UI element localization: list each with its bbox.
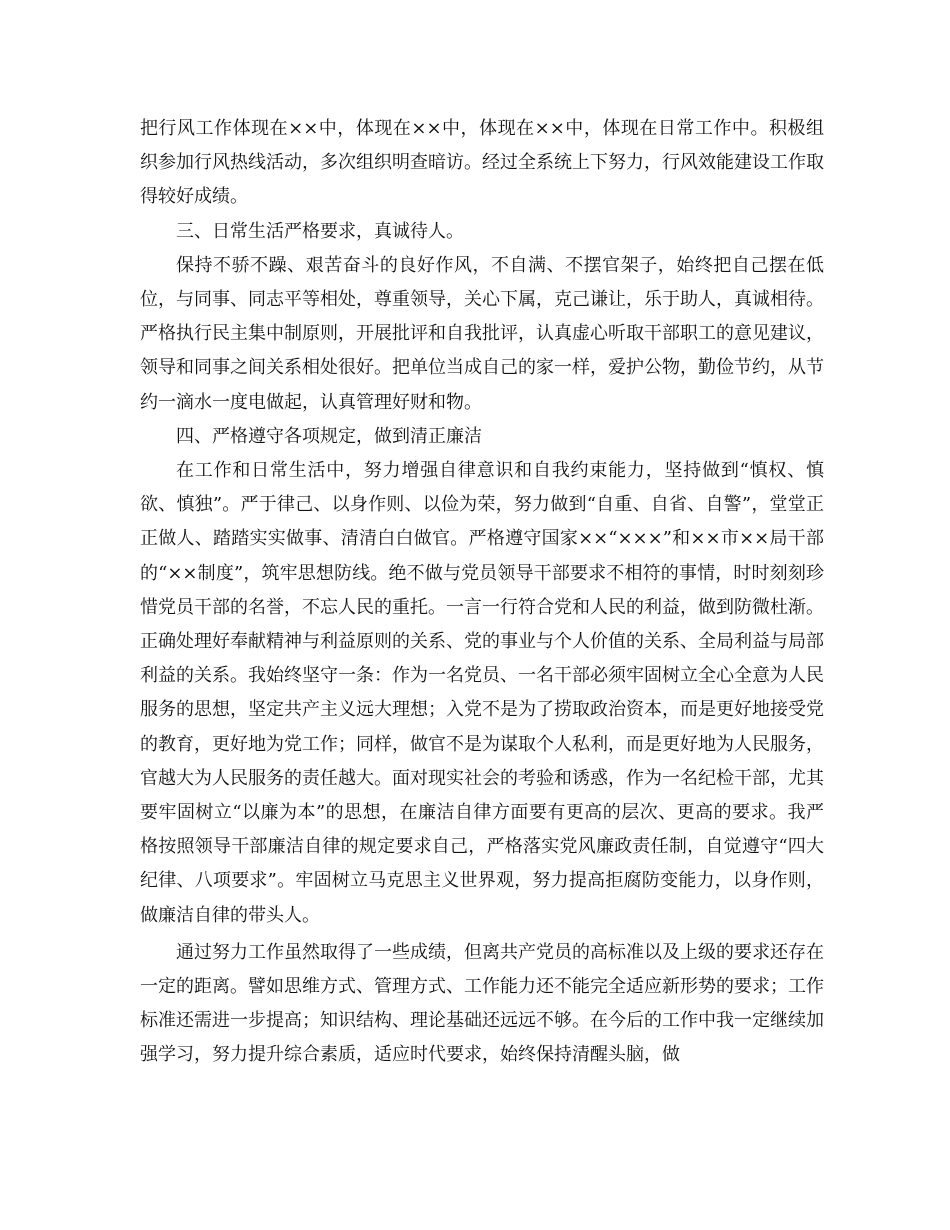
paragraph-shortcomings: 通过努力工作虽然取得了一些成绩，但离共产党员的高标准以及上级的要求还存在一定的距离。譬如思维方式、管理方式、工作能力还不能完全适应新形势的要求；工作标准还需进一步提高；知识结构、理论基础还远远不够。在今后的工作中我一定继续加强学习，努力提升综合素质，适应时代要求，始终保持清醒头脑，做 <box>140 941 824 1066</box>
paragraph-daily-life: 保持不骄不躁、艰苦奋斗的良好作风，不自满、不摆官架子，始终把自己摆在低位，与同事、同志平等相处，尊重领导，关心下属，克己谦让，乐于助人，真诚相待。严格执行民主集中制原则，开展批评和自我批评，认真虚心听取干部职工的意见建议，领导和同事之间关系相处很好。把单位当成自己的家一样，爱护公物，勤俭节约，从节约一滴水一度电做起，认真管理好财和物。 <box>140 254 824 413</box>
document-body <box>140 112 824 1073</box>
paragraph-integrity: 在工作和日常生活中，努力增强自律意识和自我约束能力，坚持做到“慎权、慎欲、慎独”。严于律己、以身作则、以俭为荣，努力做到“自重、自省、自警”，堂堂正正做人、踏踏实实做事、清清白白做官。严格遵守国家××“×××”和××市××局干部的“××制度”，筑牢思想防线。绝不做与党员领导干部要求不相符的事情，时时刻刻珍惜党员干部的名誉，不忘人民的重托。一言一行符合党和人民的利益，做到防微杜渐。正确处理好奉献精神与利益原则的关系、党的事业与个人价值的关系、全局利益与局部利益的关系。我始终坚守一条：作为一名党员、一名干部必须牢固树立全心全意为人民服务的思想，坚定共产主义远大理想；入党不是为了捞取政治资本，而是更好地接受党的教育，更好地为党工作；同样，做官不是为谋取个人私利，而是更好地为人民服务，官越大为人民服务的责任越大。面对现实社会的考验和诱惑，作为一名纪检干部，尤其要牢固树立“以廉为本”的思想，在廉洁自律方面要有更高的层次、更高的要求。我严格按照领导干部廉洁自律的规定要求自己，严格落实党风廉政责任制，自觉遵守“四大纪律、八项要求”。牢固树立马克思主义世界观，努力提高拒腐防变能力，以身作则，做廉洁自律的带头人。 <box>140 460 824 926</box>
section-heading-integrity: 四、严格遵守各项规定，做到清正廉洁 <box>176 425 482 447</box>
section-heading-daily-life: 三、日常生活严格要求，真诚待人。 <box>176 220 464 242</box>
paragraph-conduct-work: 把行风工作体现在××中，体现在××中，体现在××中，体现在日常工作中。积极组织参加行风热线活动，多次组织明查暗访。经过全系统上下努力，行风效能建设工作取得较好成绩。 <box>140 118 824 208</box>
